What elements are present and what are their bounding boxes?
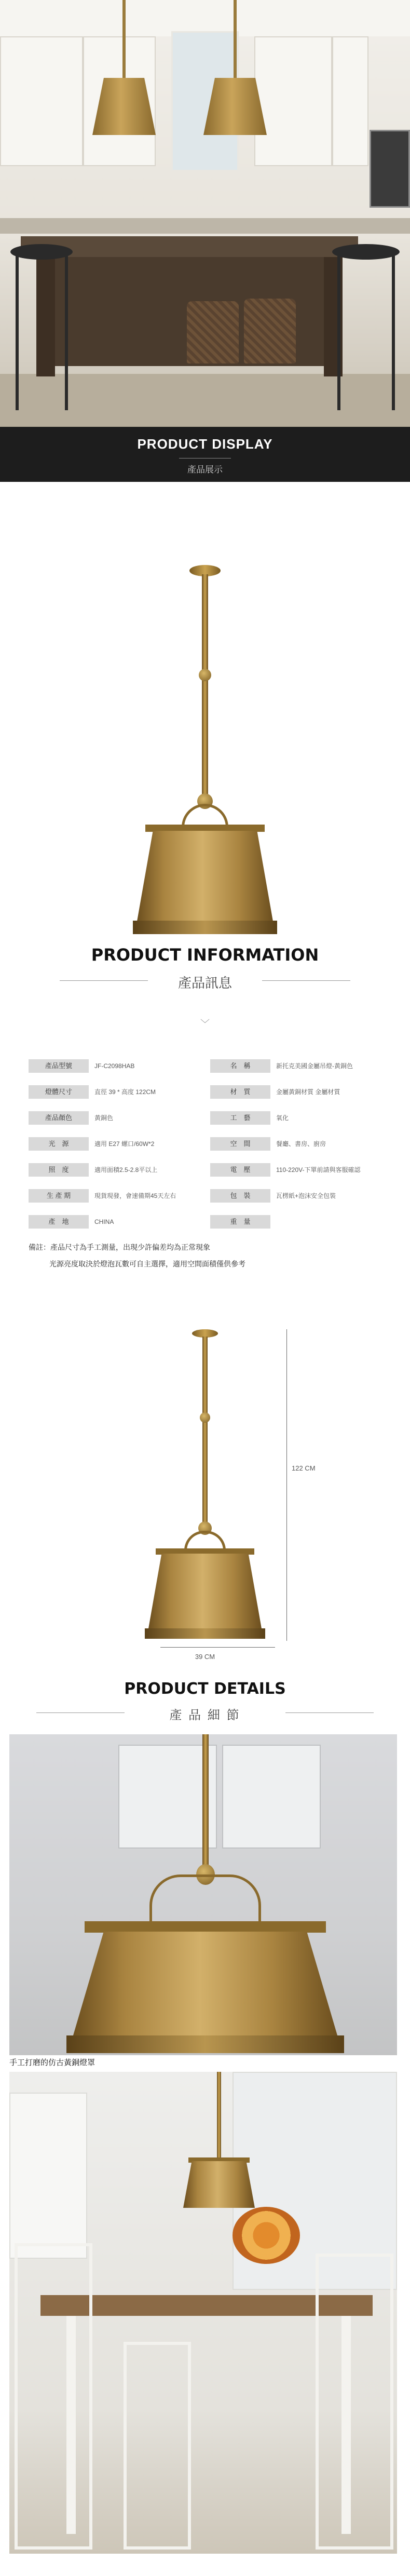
spec-label: 名 稱	[210, 1059, 270, 1073]
detail-caption: 手工打磨的仿古黃銅燈罩	[9, 2055, 397, 2071]
spec-row	[0, 1085, 410, 1099]
spec-row	[0, 1215, 410, 1229]
spec-value: 直徑 39 * 高度 122CM	[94, 1088, 156, 1096]
detail-photo-shade	[9, 1734, 397, 2055]
lamp-handle	[184, 1531, 226, 1550]
spec-label: 重 量	[210, 1215, 270, 1229]
spec-label: 產品顏色	[29, 1111, 89, 1125]
height-dimension-line	[286, 1329, 287, 1641]
note-line: 備註：產品尺寸為手工測量，出現少許偏差均為正常現象	[29, 1243, 210, 1251]
stool-leg	[337, 254, 340, 410]
note-line: 光源亮度取決於燈泡瓦數可自主選擇，適用空間面積僅供參考	[49, 1260, 245, 1268]
chair	[124, 2342, 191, 2550]
spec-value: 新托克美國金屬吊燈-黃銅色	[276, 1062, 353, 1070]
lamp-shade-bottom	[133, 921, 277, 934]
chevron-down-icon: ﹀	[200, 1019, 210, 1029]
spec-label: 照 度	[29, 1163, 89, 1177]
back-counter	[0, 218, 410, 234]
divider-right	[262, 980, 350, 981]
details-subtitle: 產 品 細 節	[169, 1708, 241, 1722]
spec-label: 電 壓	[210, 1163, 270, 1177]
spec-value: 瓦楞紙+泡沫安全包裝	[276, 1192, 336, 1199]
spec-row	[0, 1163, 410, 1177]
spec-label: 包 裝	[210, 1189, 270, 1203]
wall-oven	[370, 130, 410, 208]
spec-value: 金屬黃銅材質 金屬材質	[276, 1088, 340, 1096]
spec-label: 產 地	[29, 1215, 89, 1229]
divider-right	[285, 1712, 374, 1713]
lamp-coupler	[200, 1412, 210, 1423]
spec-label: 生 產 期	[29, 1189, 89, 1203]
floor	[0, 374, 410, 427]
lamp-rod	[202, 1337, 208, 1529]
spec-row	[0, 1059, 410, 1073]
width-dimension-label: 39 CM	[195, 1653, 215, 1661]
stool-leg	[16, 254, 19, 410]
spec-label: 產品型號	[29, 1059, 89, 1073]
window	[222, 1745, 321, 1849]
pendant-lamp	[183, 2161, 255, 2208]
lamp-rod	[217, 2072, 221, 2160]
chair	[15, 2243, 92, 2550]
spec-value: 氧化	[276, 1114, 289, 1122]
display-subtitle: 產品展示	[187, 465, 223, 475]
width-dimension-line	[160, 1647, 275, 1648]
lamp-shade	[136, 831, 274, 924]
lamp-shade-bottom	[66, 2035, 344, 2053]
lamp-shade	[72, 1932, 339, 2041]
lamp-rod	[122, 0, 126, 78]
spec-label: 光 源	[29, 1137, 89, 1151]
display-title: PRODUCT DISPLAY	[137, 436, 273, 452]
dimension-drawing	[0, 1314, 410, 1641]
lamp-coupler	[199, 669, 211, 681]
spec-value: 適用 E27 螺口/60W*2	[94, 1140, 155, 1148]
hero-kitchen-photo	[0, 0, 410, 427]
height-dimension-label: 122 CM	[292, 1464, 316, 1472]
lamp-shade-top-band	[85, 1921, 326, 1933]
spec-value: 110-220V-下單前請與客服確認	[276, 1166, 361, 1174]
spec-value: 適用面積2.5-2.8平以上	[94, 1166, 158, 1174]
spec-value: 餐廳、書房、廚房	[276, 1140, 326, 1148]
lamp-rod	[202, 574, 208, 803]
spec-value: 現貨現發，會速備期45天左右	[94, 1192, 176, 1199]
upper-cabinet	[332, 36, 368, 166]
lamp-rod	[202, 1734, 209, 1869]
lamp-rod	[234, 0, 237, 78]
lamp-shade	[148, 1554, 262, 1631]
spec-value: JF-C2098HAB	[94, 1062, 135, 1070]
spec-label: 材 質	[210, 1085, 270, 1099]
upper-cabinet	[254, 36, 332, 166]
basket	[187, 301, 239, 363]
spec-row	[0, 1189, 410, 1203]
basket	[244, 299, 296, 363]
spec-row	[0, 1111, 410, 1125]
stool	[10, 244, 73, 260]
spec-value: 黃銅色	[94, 1114, 114, 1122]
stool	[332, 244, 400, 260]
stool-leg	[392, 254, 395, 410]
spec-value: CHINA	[94, 1218, 114, 1225]
info-subtitle: 產品訊息	[177, 975, 232, 991]
spec-label: 空 間	[210, 1137, 270, 1151]
details-title: PRODUCT DETAILS	[124, 1680, 286, 1698]
lamp-product-shot	[0, 482, 410, 897]
spec-row	[0, 1137, 410, 1151]
stool-leg	[65, 254, 68, 410]
detail-photo-dining-room	[9, 2072, 397, 2554]
product-display-band	[0, 427, 410, 482]
upper-cabinet	[0, 36, 83, 166]
flower-arrangement	[233, 2207, 300, 2264]
shelf	[9, 2093, 87, 2259]
lamp-shade-bottom	[145, 1628, 265, 1639]
lamp-shade-top-band	[145, 825, 265, 832]
spec-label: 燈體尺寸	[29, 1085, 89, 1099]
spec-label: 工 藝	[210, 1111, 270, 1125]
island-leg	[36, 257, 55, 376]
chair	[316, 2254, 393, 2550]
info-title: PRODUCT INFORMATION	[91, 945, 319, 965]
lamp-handle	[182, 804, 228, 827]
